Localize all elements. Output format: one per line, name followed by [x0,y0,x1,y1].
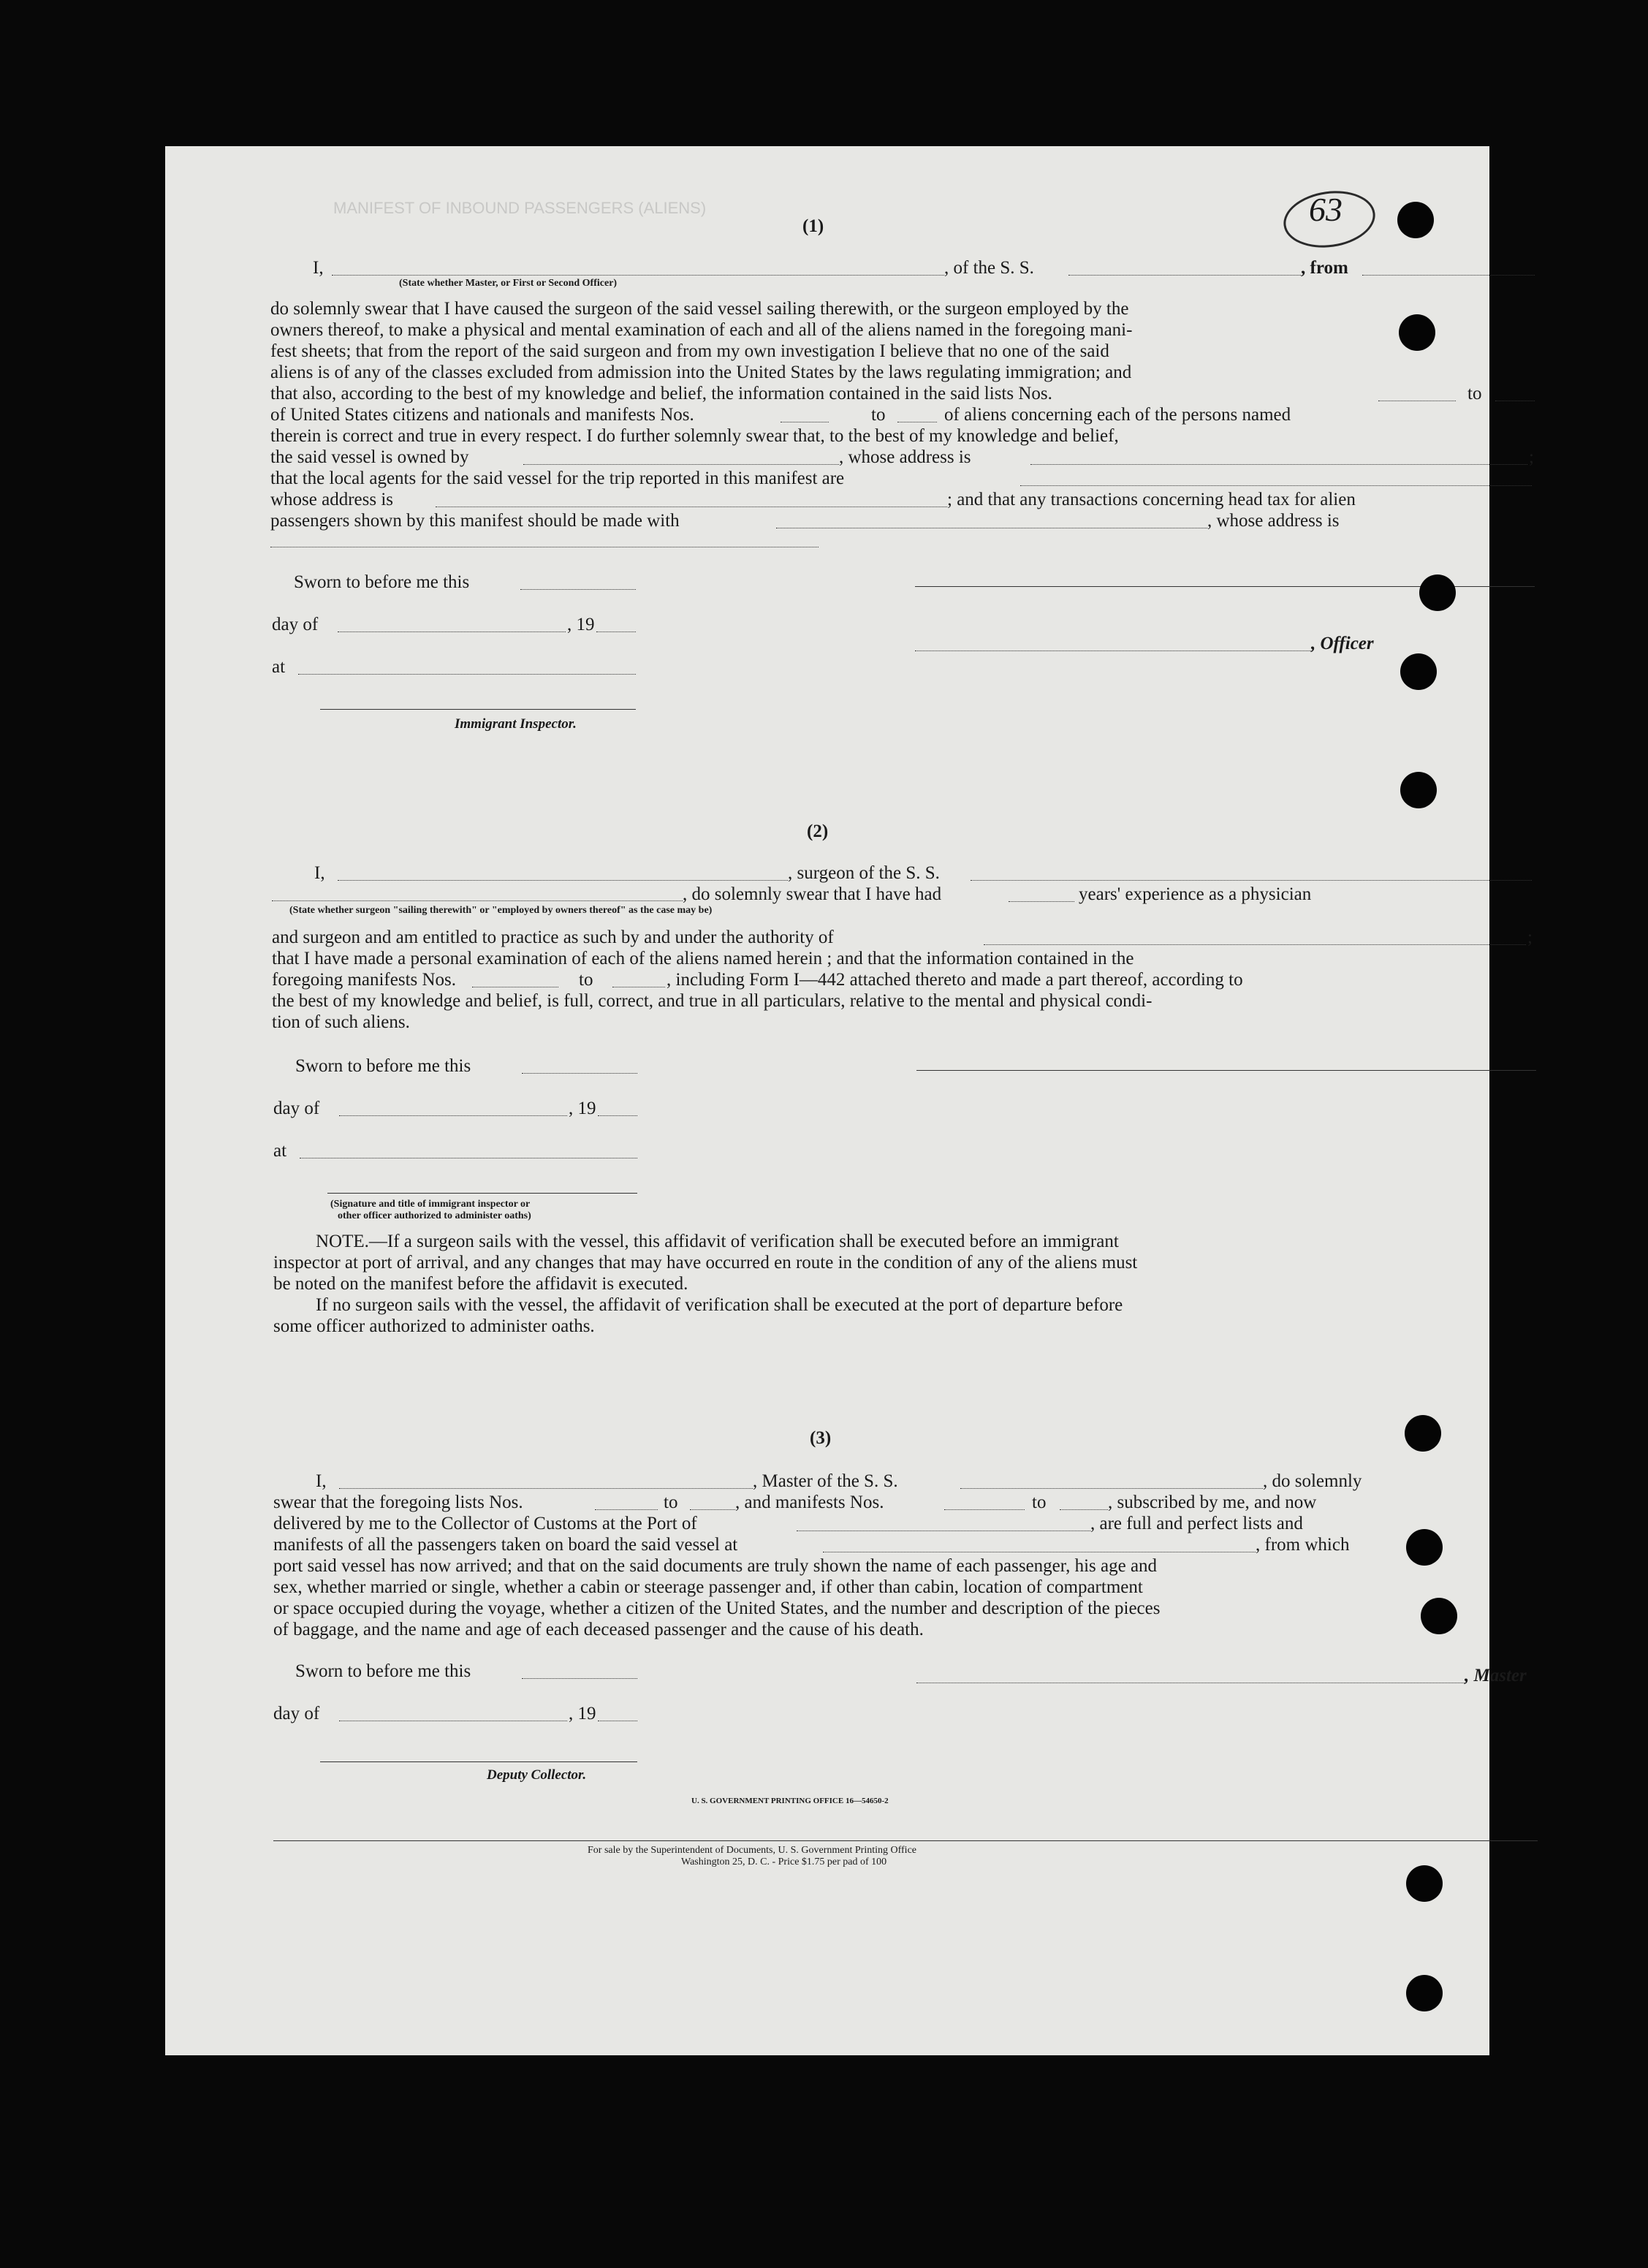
section-1-day-of: day of [272,615,319,634]
note-line-1 [316,1231,1119,1252]
master-label: , Master [1465,1666,1527,1685]
section-2-to: to [579,970,593,990]
punch-hole [1406,1975,1443,2011]
section-1-line-10: whose address is [270,490,394,509]
section-3-to-a: to [664,1493,678,1512]
section-2-day-field[interactable] [339,1115,567,1116]
section-1-at: at [272,657,286,677]
section-3-manifests-to-field[interactable] [1060,1509,1108,1510]
surgeon-swear-text: , do solemnly swear that I have had [683,884,942,904]
section-2-year: , 19 [569,1099,596,1118]
section-2-ship-field[interactable] [971,880,1532,881]
punch-hole [1421,1598,1457,1634]
section-2-year-field[interactable] [598,1115,637,1116]
section-2-line-2: that I have made a personal examination of each of the aliens named herein ; and that the information contained in the [272,949,1134,968]
punch-hole [1419,574,1456,611]
section-3-line-1: port said vessel has now arrived; and that on the said documents are truly shown the name of each passenger, his age and [273,1556,1158,1576]
section-3-day-of: day of [273,1704,320,1723]
section-3-i-label: I, [316,1471,327,1491]
section-1-line-2: owners thereof, to make a physical and mental examination of each and all of the aliens named in the foregoing mani- [270,320,1133,340]
document-page [165,146,1534,2055]
note-line-4: If no surgeon sails with the vessel, the affidavit of verification shall be executed at the port of departure before [316,1295,1123,1315]
section-1-to-b: to [871,405,886,425]
note-line-2: inspector at port of arrival, and any changes that may have occurred en route in the condition of any of the aliens must [273,1253,1138,1273]
section-3-to-b: to [1032,1493,1047,1512]
deputy-collector-label: Deputy Collector. [487,1767,587,1783]
swear-that-text: swear that the foregoing lists Nos. [273,1493,523,1512]
section-2-inspector-line[interactable] [327,1193,637,1194]
handwritten-annotation: 63 [1309,191,1343,228]
head-tax-text: ; and that any transactions concerning head tax for alien [947,490,1356,509]
years-experience-field[interactable] [1009,901,1074,902]
semicolon-a: ; [1529,447,1534,467]
section-2-line-5: tion of such aliens. [272,1012,410,1032]
inspector-signature-line[interactable] [320,709,636,710]
section-2-number: (2) [807,822,829,841]
semicolon-b: ; [1527,928,1533,947]
surgeon-of-label: , surgeon of the S. S. [788,863,940,883]
subscribed-text: , subscribed by me, and now [1108,1493,1317,1512]
officer-note: (State whether Master, or First or Second Officer) [399,278,618,289]
section-1-line-11: passengers shown by this manifest should be made with [270,511,680,531]
section-1-year: , 19 [567,615,595,634]
section-1-sworn: Sworn to before me this [294,572,470,592]
punch-hole [1406,1529,1443,1566]
whose-address-label: , whose address is [839,447,971,467]
section-1-line-3: fest sheets; that from the report of the said surgeon and from my own investigation I believe that no one of the said [270,341,1109,361]
officer-label: , Officer [1311,634,1374,653]
punch-hole [1399,314,1435,351]
section-3-sworn-field[interactable] [522,1678,637,1679]
sale-line-1: For sale by the Superintendent of Documents, U. S. Government Printing Office [588,1845,916,1856]
section-3-lists-to-field[interactable] [690,1509,735,1510]
section-1-line-7: therein is correct and true in every respect. I do further solemnly swear that, to the best of my knowledge and belief, [270,426,1119,446]
section-1-to-a: to [1467,384,1482,403]
faded-heading: MANIFEST OF INBOUND PASSENGERS (ALIENS) [333,199,707,217]
section-3-manifests-from-field[interactable] [944,1509,1025,1510]
note-text-1: —If a surgeon sails with the vessel, this affidavit of verification shall be executed before an immigrant [368,1232,1119,1251]
section-3-lists-from-field[interactable] [595,1509,658,1510]
master-of-label: , Master of the S. S. [753,1471,898,1491]
section-3-sworn: Sworn to before me this [295,1661,471,1681]
authority-field[interactable] [984,944,1526,945]
signature-note-1: (Signature and title of immigrant inspector or [330,1199,531,1210]
punch-hole [1397,202,1434,238]
section-1-number: (1) [802,216,824,236]
surgeon-name-field[interactable] [338,880,788,881]
section-2-day-of: day of [273,1099,320,1118]
punch-hole [1400,772,1437,808]
departure-port-field[interactable] [1362,275,1535,276]
section-2-line-3: foregoing manifests Nos. [272,970,457,990]
section-1-line-8: the said vessel is owned by [270,447,469,467]
section-1-line-5: that also, according to the best of my knowledge and belief, the information contained in the said lists Nos. [270,384,1052,403]
signature-note-2: other officer authorized to administer oaths) [338,1210,531,1221]
do-solemnly-text: , do solemnly [1263,1471,1362,1491]
section-3-line-3: or space occupied during the voyage, whether a citizen of the United States, and the number and description of the pieces [273,1598,1161,1618]
section-3-line-2: sex, whether married or single, whether a cabin or steerage passenger and, if other than cabin, location of compartment [273,1577,1143,1597]
whose-address-is-label: , whose address is [1207,511,1340,531]
surgeon-note: (State whether surgeon "sailing therewith" or "employed by owners thereof" as the case may be) [289,905,713,916]
footer-rule [273,1840,1538,1841]
section-3-ship-field[interactable] [960,1488,1263,1489]
section-2-at: at [273,1141,287,1161]
owner-address-field[interactable] [1030,464,1527,465]
section-1-i-label: I, [313,258,324,278]
officer-field[interactable] [332,275,944,276]
deputy-signature-line[interactable] [320,1761,637,1762]
section-1-line-4: aliens is of any of the classes excluded from admission into the United States by the laws regulating immigration; and [270,363,1132,382]
full-lists-text: , are full and perfect lists and [1090,1514,1303,1533]
agents-field[interactable] [1020,485,1532,486]
section-1-sworn-field[interactable] [520,589,636,590]
section-2-sworn-field[interactable] [522,1073,637,1074]
immigrant-inspector-label: Immigrant Inspector. [455,716,577,732]
manifests-of-text: manifests of all the passengers taken on board the said vessel at [273,1535,738,1555]
section-1-line-6: of United States citizens and nationals and manifests Nos. [270,405,694,425]
punch-hole [1406,1865,1443,1902]
delivered-text: delivered by me to the Collector of Customs at the Port of [273,1514,697,1533]
note-label: NOTE. [316,1232,369,1251]
note-line-3: be noted on the manifest before the affidavit is executed. [273,1274,688,1294]
owner-field[interactable] [523,464,839,465]
section-2-line-4: the best of my knowledge and belief, is full, correct, and true in all particulars, relative to the mental and physical condi- [272,991,1153,1011]
section-1-line-1: do solemnly swear that I have caused the surgeon of the said vessel sailing therewith, or the surgeon employed by the [270,299,1129,319]
section-1-line-9: that the local agents for the said vessel for the trip reported in this manifest are [270,469,845,488]
from-which-text: , from which [1256,1535,1350,1555]
sale-line-2: Washington 25, D. C. - Price $1.75 per pad of 100 [681,1857,887,1867]
section-3-year: , 19 [569,1704,596,1723]
punch-hole [1400,653,1437,690]
section-2-i-label: I, [314,863,325,883]
years-experience-text: years' experience as a physician [1079,884,1312,904]
section-2-sworn: Sworn to before me this [295,1056,471,1076]
section-3-line-4: of baggage, and the name and age of each deceased passenger and the cause of his death. [273,1620,924,1639]
of-ss-label: , of the S. S. [944,258,1034,278]
section-3-number: (3) [810,1428,832,1448]
note-line-5: some officer authorized to administer oaths. [273,1316,595,1336]
ship-name-field[interactable] [1068,275,1301,276]
from-label: , from [1301,258,1348,278]
of-aliens-text: of aliens concerning each of the persons named [944,405,1291,425]
section-1-at-field[interactable] [298,674,636,675]
and-manifests-text: , and manifests Nos. [735,1493,884,1512]
surgeon-status-field[interactable] [272,900,683,901]
master-name-field[interactable] [339,1488,753,1489]
form-i442-text: , including Form I—442 attached thereto and made a part thereof, according to [667,970,1243,990]
section-2-signature-line[interactable] [916,1070,1536,1071]
section-2-line-1: and surgeon and am entitled to practice as such by and under the authority of [272,928,834,947]
punch-hole [1405,1415,1441,1452]
gpo-imprint: U. S. GOVERNMENT PRINTING OFFICE 16—54650-2 [691,1797,889,1805]
